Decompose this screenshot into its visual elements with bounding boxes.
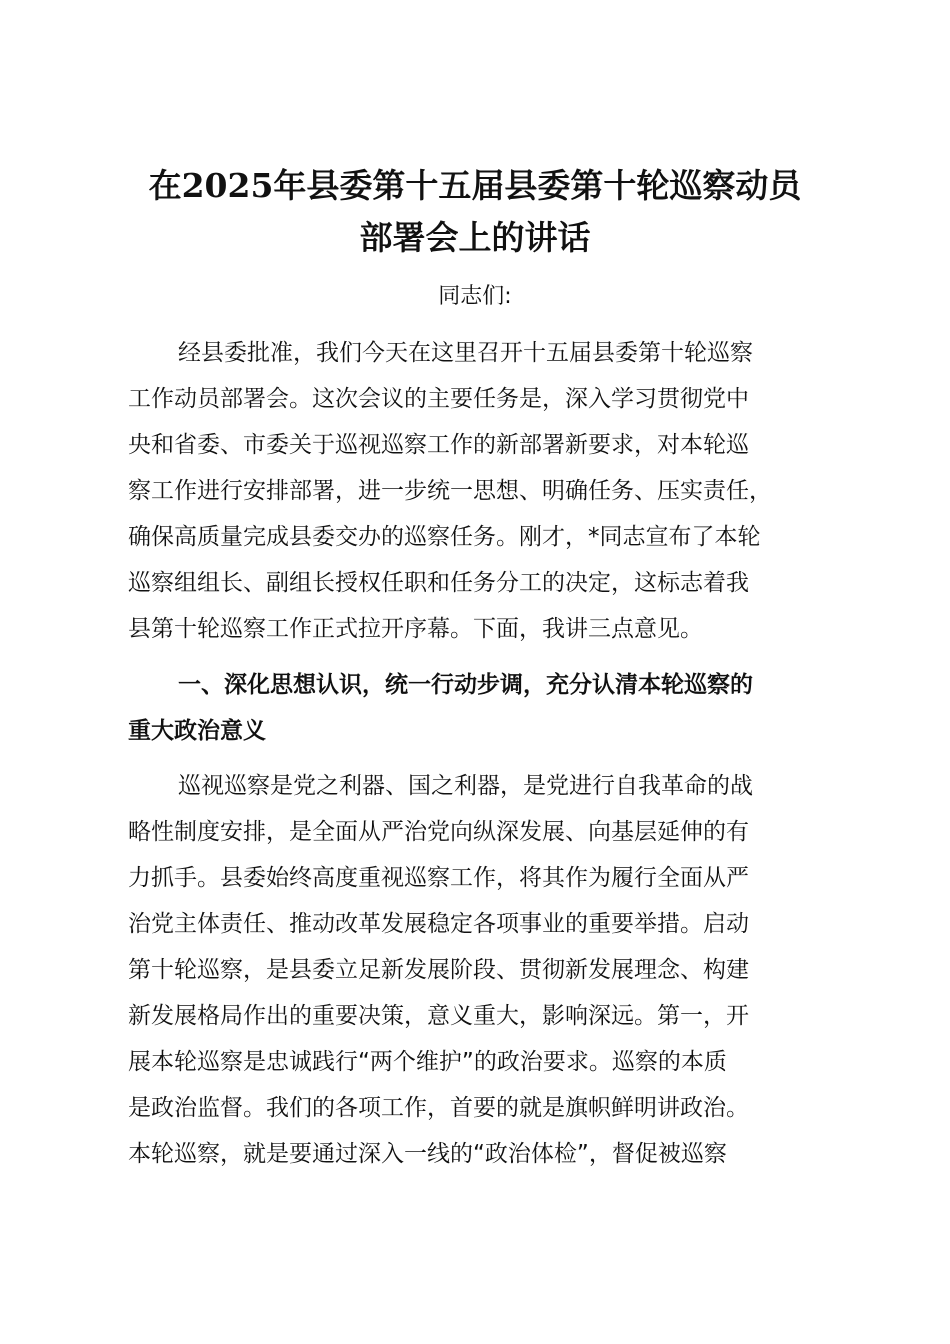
paragraph-1-line: 确保高质量完成县委交办的巡察任务。刚才，*同志宣布了本轮 xyxy=(128,524,761,550)
document-title xyxy=(100,160,850,264)
salutation: 同志们: xyxy=(438,284,512,309)
paragraph-2-line: 巡视巡察是党之利器、国之利器，是党进行自我革命的战 xyxy=(178,773,753,799)
paragraph-1-line: 经县委批准，我们今天在这里召开十五届县委第十轮巡察 xyxy=(178,340,753,366)
paragraph-1-line: 工作动员部署会。这次会议的主要任务是，深入学习贯彻党中 xyxy=(128,386,749,412)
paragraph-2-line: 略性制度安排，是全面从严治党向纵深发展、向基层延伸的有 xyxy=(128,819,749,845)
paragraph-2-line: 是政治监督。我们的各项工作，首要的就是旗帜鲜明讲政治。 xyxy=(128,1095,749,1121)
paragraph-2-line: 本轮巡察，就是要通过深入一线的“政治体检”，督促被巡察 xyxy=(128,1141,727,1167)
paragraph-1 xyxy=(128,330,840,652)
section-heading-1 xyxy=(128,662,840,754)
section-heading-1-line: 重大政治意义 xyxy=(128,718,266,744)
paragraph-1-line: 察工作进行安排部署，进一步统一思想、明确任务、压实责任， xyxy=(128,478,772,504)
paragraph-1-line: 央和省委、市委关于巡视巡察工作的新部署新要求，对本轮巡 xyxy=(128,432,749,458)
paragraph-1-line: 县第十轮巡察工作正式拉开序幕。下面，我讲三点意见。 xyxy=(128,616,703,642)
paragraph-1-line: 巡察组组长、副组长授权任职和任务分工的决定，这标志着我 xyxy=(128,570,749,596)
title-line-1: 在2025年县委第十五届县委第十轮巡察动员 xyxy=(148,166,802,205)
paragraph-2-line: 展本轮巡察是忠诚践行“两个维护”的政治要求。巡察的本质 xyxy=(128,1049,727,1075)
title-line-2: 部署会上的讲话 xyxy=(359,218,591,257)
paragraph-2-line: 新发展格局作出的重要决策，意义重大，影响深远。第一，开 xyxy=(128,1003,749,1029)
paragraph-2-line: 第十轮巡察，是县委立足新发展阶段、贯彻新发展理念、构建 xyxy=(128,957,749,983)
paragraph-2 xyxy=(128,763,840,1177)
section-heading-1-line: 一、深化思想认识，统一行动步调，充分认清本轮巡察的 xyxy=(178,672,753,698)
paragraph-2-line: 治党主体责任、推动改革发展稳定各项事业的重要举措。启动 xyxy=(128,911,749,937)
paragraph-2-line: 力抓手。县委始终高度重视巡察工作，将其作为履行全面从严 xyxy=(128,865,749,891)
